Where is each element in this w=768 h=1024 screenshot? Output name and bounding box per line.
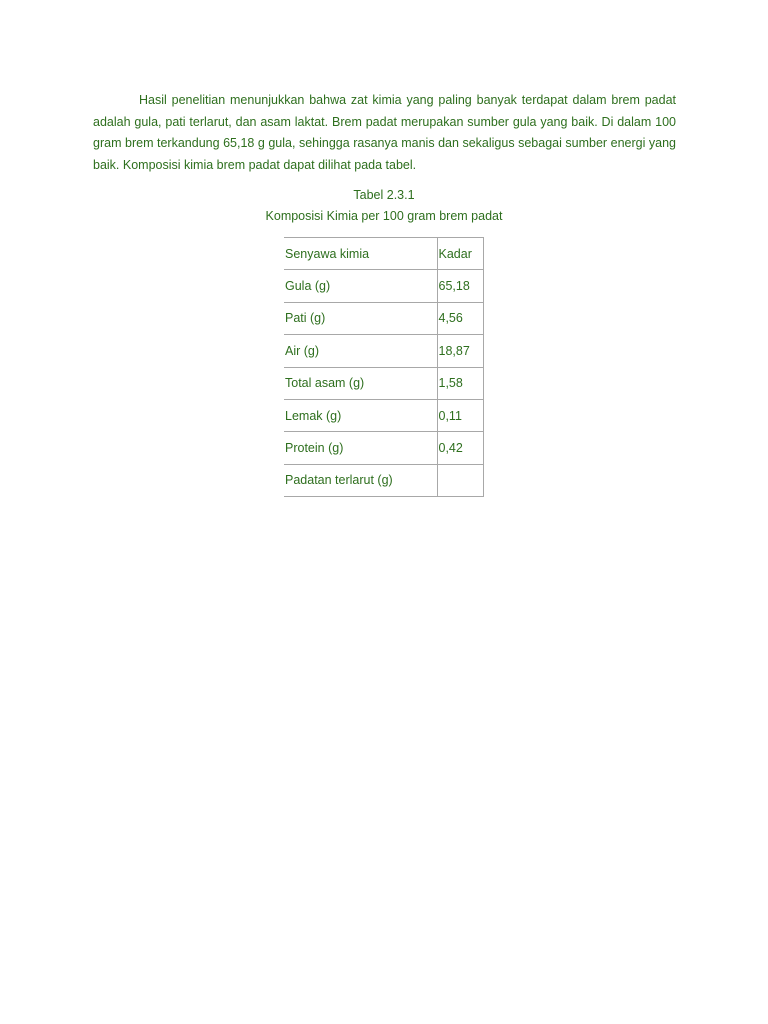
table-row	[284, 432, 483, 464]
table-row	[284, 464, 483, 496]
cell-compound: Total asam (g)	[284, 367, 437, 399]
table-number: Tabel 2.3.1	[353, 188, 415, 202]
table-row	[284, 335, 483, 367]
header-compound: Senyawa kimia	[284, 238, 437, 270]
cell-amount: 4,56	[437, 302, 483, 334]
table-row	[284, 367, 483, 399]
cell-compound: Pati (g)	[284, 302, 437, 334]
table-row	[284, 302, 483, 334]
composition-table-wrapper	[284, 237, 484, 497]
cell-compound: Padatan terlarut (g)	[284, 464, 437, 496]
composition-table	[284, 237, 484, 497]
cell-compound: Lemak (g)	[284, 399, 437, 431]
cell-compound: Gula (g)	[284, 270, 437, 302]
body-paragraph: Hasil penelitian menunjukkan bahwa zat kimia yang paling banyak terdapat dalam brem padat adalah gula, pati terlarut, dan asam laktat. Brem padat merupakan sumber gula yang baik. Di dalam 100 gram brem terkandung 65,18 g gula, sehingga rasanya manis dan sekaligus sebagai sumber energi yang baik. Komposisi kimia brem padat dapat dilihat pada tabel.	[93, 93, 676, 173]
cell-amount: 65,18	[437, 270, 483, 302]
table-header-row	[284, 238, 483, 270]
table-row	[284, 270, 483, 302]
cell-amount	[437, 464, 483, 496]
header-amount: Kadar	[437, 238, 483, 270]
cell-amount: 18,87	[437, 335, 483, 367]
table-title: Komposisi Kimia per 100 gram brem padat	[265, 209, 503, 223]
cell-compound: Protein (g)	[284, 432, 437, 464]
cell-amount: 0,11	[437, 399, 483, 431]
table-row	[284, 399, 483, 431]
cell-compound: Air (g)	[284, 335, 437, 367]
cell-amount: 0,42	[437, 432, 483, 464]
cell-amount: 1,58	[437, 367, 483, 399]
